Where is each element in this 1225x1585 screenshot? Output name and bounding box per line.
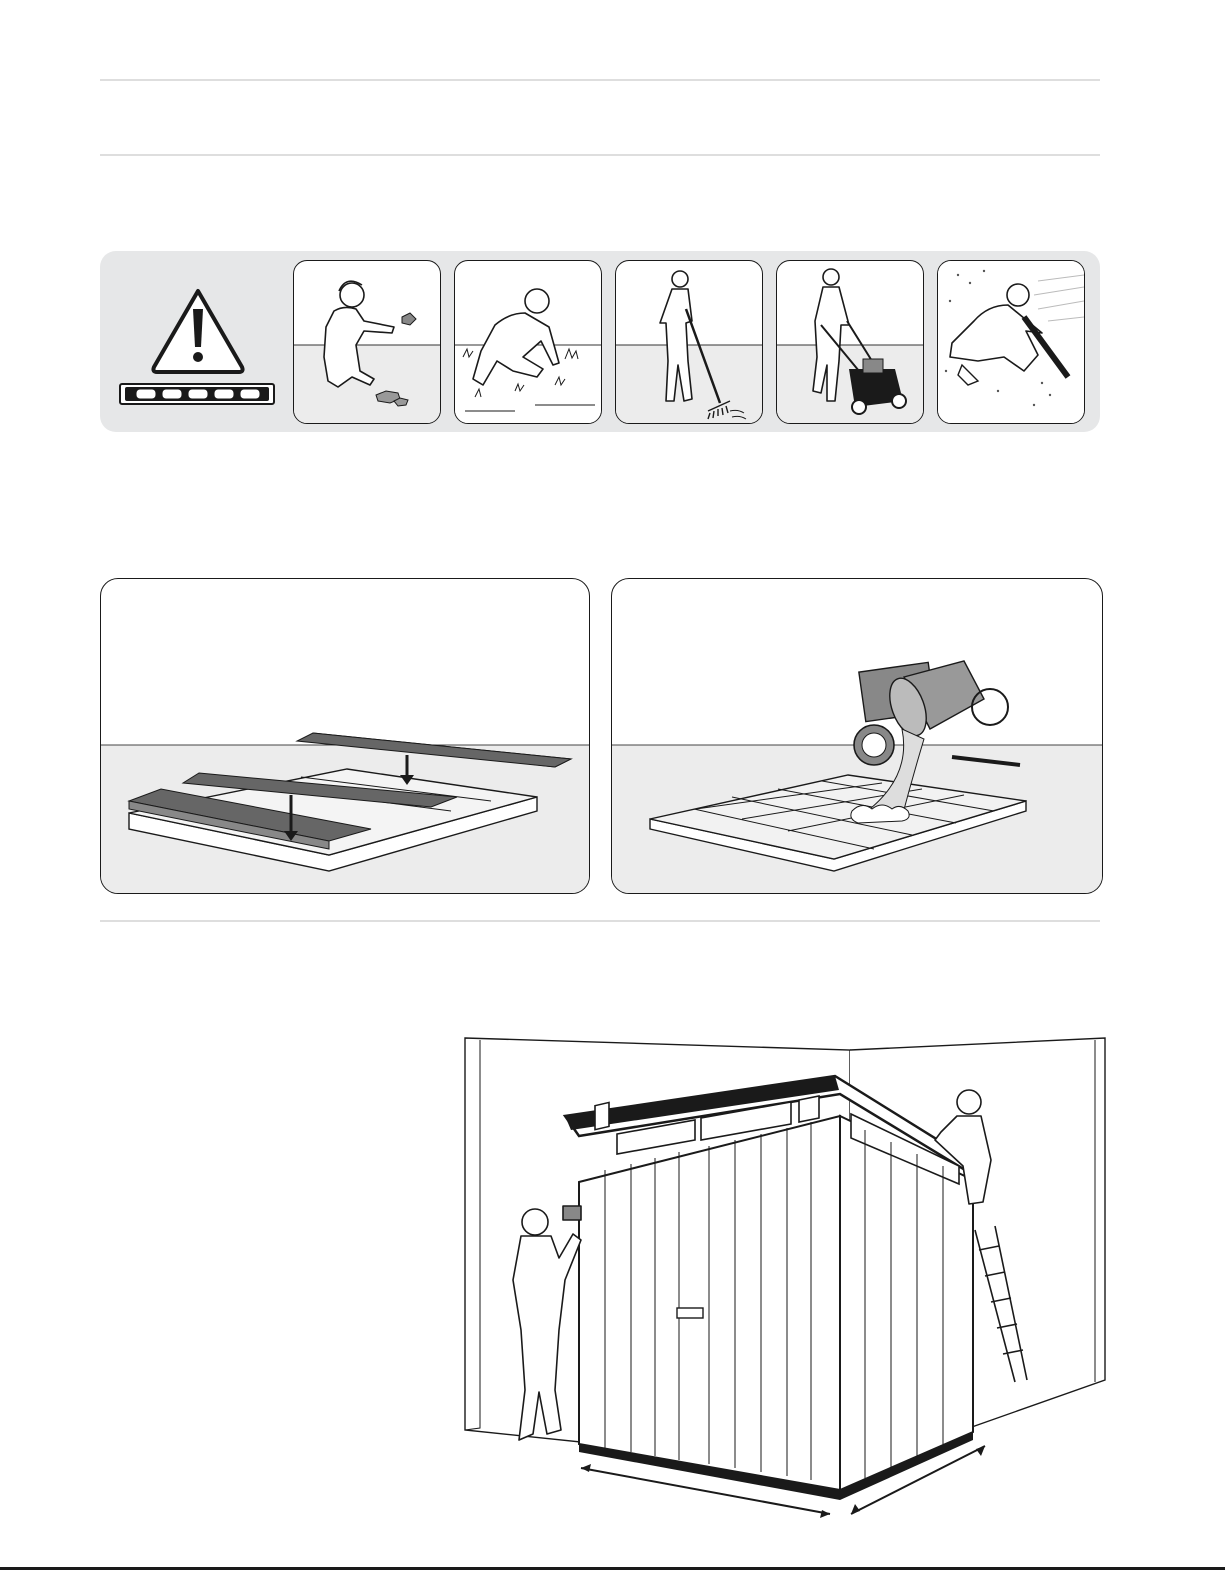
divider-middle — [100, 920, 1100, 922]
mow-lawn-icon — [777, 261, 923, 423]
rake-ground-icon — [616, 261, 762, 423]
concrete-pour-icon — [612, 579, 1102, 893]
page-bottom-border — [0, 1567, 1225, 1570]
remove-stones-icon — [294, 261, 440, 423]
foundation-concrete-slab — [611, 578, 1103, 894]
warning-triangle-icon — [118, 285, 278, 410]
step-remove-stones — [293, 260, 441, 424]
pull-weeds-icon — [455, 261, 601, 423]
shed-assembly-scene — [455, 1030, 1120, 1530]
spirit-level-icon — [120, 384, 274, 404]
divider-top-1 — [100, 79, 1100, 81]
step-rake-ground — [615, 260, 763, 424]
wooden-platform-icon — [101, 579, 589, 893]
level-ground-icon — [938, 261, 1084, 423]
step-pull-weeds — [454, 260, 602, 424]
foundation-wooden-platform — [100, 578, 590, 894]
step-level-ground — [937, 260, 1085, 424]
divider-top-2 — [100, 154, 1100, 156]
warning-block — [118, 285, 278, 410]
shed-assembly-icon — [455, 1030, 1120, 1530]
step-mow-lawn — [776, 260, 924, 424]
